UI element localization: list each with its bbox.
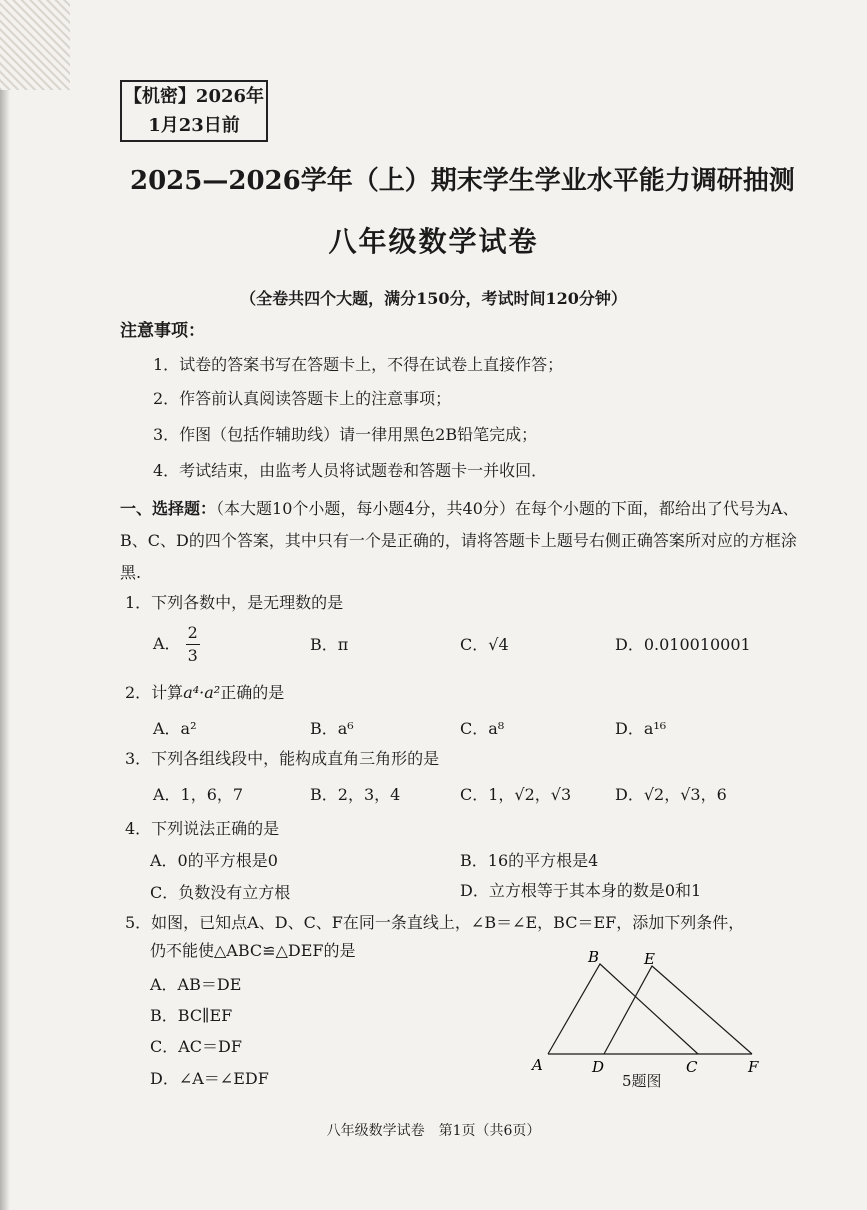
question-5-stem-line2: 仍不能使△ABC≌△DEF的是	[150, 941, 356, 960]
q4-option-c: C．负数没有立方根	[150, 883, 291, 902]
q3-option-a: A．1，6，7	[153, 785, 244, 804]
notes-heading: 注意事项：	[120, 321, 205, 341]
question-4-stem: 4．下列说法正确的是	[125, 819, 280, 838]
q2-expression: a⁴·a²	[183, 683, 221, 702]
q2-option-b: B．a⁶	[310, 719, 354, 738]
q2-option-d: D．a¹⁶	[615, 719, 667, 738]
q1-option-c: C．√4	[460, 635, 509, 654]
note-item: 4．考试结束，由监考人员将试题卷和答题卡一并收回．	[153, 461, 548, 480]
label-d: D	[592, 1058, 605, 1076]
q5-option-a: A．AB＝DE	[150, 975, 242, 994]
section-heading: 一、选择题：	[120, 499, 217, 518]
question-2-stem	[125, 680, 284, 703]
note-item: 3．作图（包括作辅助线）请一律用黑色2B铅笔完成；	[153, 425, 538, 444]
triangle-abc	[548, 964, 698, 1054]
label-f: F	[748, 1058, 759, 1076]
q3-option-b: B．2，3，4	[310, 785, 401, 804]
q4-option-b: B．16的平方根是4	[460, 851, 599, 870]
q5-option-c: C．AC＝DF	[150, 1037, 242, 1056]
note-item: 2．作答前认真阅读答题卡上的注意事项；	[153, 389, 452, 408]
exam-info: （全卷共四个大题，满分150分，考试时间120分钟）	[240, 289, 627, 308]
label-e: E	[644, 950, 655, 968]
q2-stem-prefix: 2．计算	[125, 683, 184, 702]
question-3-stem: 3．下列各组线段中，能构成直角三角形的是	[125, 749, 440, 768]
q3-option-c: C．1，√2，√3	[460, 785, 572, 804]
question-1-stem: 1．下列各数中，是无理数的是	[125, 593, 344, 612]
q2-stem-suffix: 正确的是	[220, 683, 285, 702]
q2-option-a: A．a²	[153, 719, 197, 738]
q4-option-d: D．立方根等于其本身的数是0和1	[460, 881, 702, 900]
q4-option-a: A．0的平方根是0	[150, 851, 278, 870]
exam-subtitle: 八年级数学试卷	[328, 225, 539, 258]
page-footer: 八年级数学试卷 第1页（共6页）	[326, 1123, 541, 1139]
confidential-box	[120, 80, 268, 142]
fraction-denominator: 3	[187, 646, 198, 665]
note-item: 1．试卷的答案书写在答题卡上，不得在试卷上直接作答；	[153, 355, 564, 374]
triangle-def	[604, 966, 752, 1054]
q5-option-b: B．BC∥EF	[150, 1006, 233, 1025]
corner-scan-pattern	[0, 0, 70, 90]
label-c: C	[686, 1058, 698, 1076]
section-one	[120, 493, 810, 589]
q2-option-c: C．a⁸	[460, 719, 505, 738]
triangle-figure	[520, 940, 780, 1080]
confidential-line1: 【机密】2026年	[123, 86, 265, 107]
exam-title: 2025—2026学年（上）期末学生学业水平能力调研抽测	[130, 166, 795, 196]
q1-option-a-label: A．	[153, 634, 181, 653]
q5-option-d: D．∠A＝∠EDF	[150, 1069, 269, 1088]
fraction	[186, 622, 200, 667]
q1-option-a	[153, 622, 200, 667]
figure-caption: 5题图	[622, 1072, 662, 1090]
label-a: A	[532, 1056, 543, 1074]
label-b: B	[588, 948, 600, 966]
fraction-numerator: 2	[187, 623, 198, 642]
question-5-stem: 5．如图，已知点A、D、C、F在同一条直线上，∠B＝∠E，BC＝EF，添加下列条件，	[125, 913, 745, 932]
q1-option-b: B．π	[310, 635, 349, 654]
confidential-line2: 1月23日前	[148, 115, 240, 136]
section-description: （本大题10个小题，每小题4分，共40分）在每个小题的下面，都给出了代号为A、B、C、D的四个答案，其中只有一个是正确的，请将答题卡上题号右侧正确答案所对应的方框涂黑.	[120, 499, 799, 582]
q1-option-d: D．0.010010001	[615, 635, 751, 654]
q3-option-d: D．√2，√3，6	[615, 785, 727, 804]
